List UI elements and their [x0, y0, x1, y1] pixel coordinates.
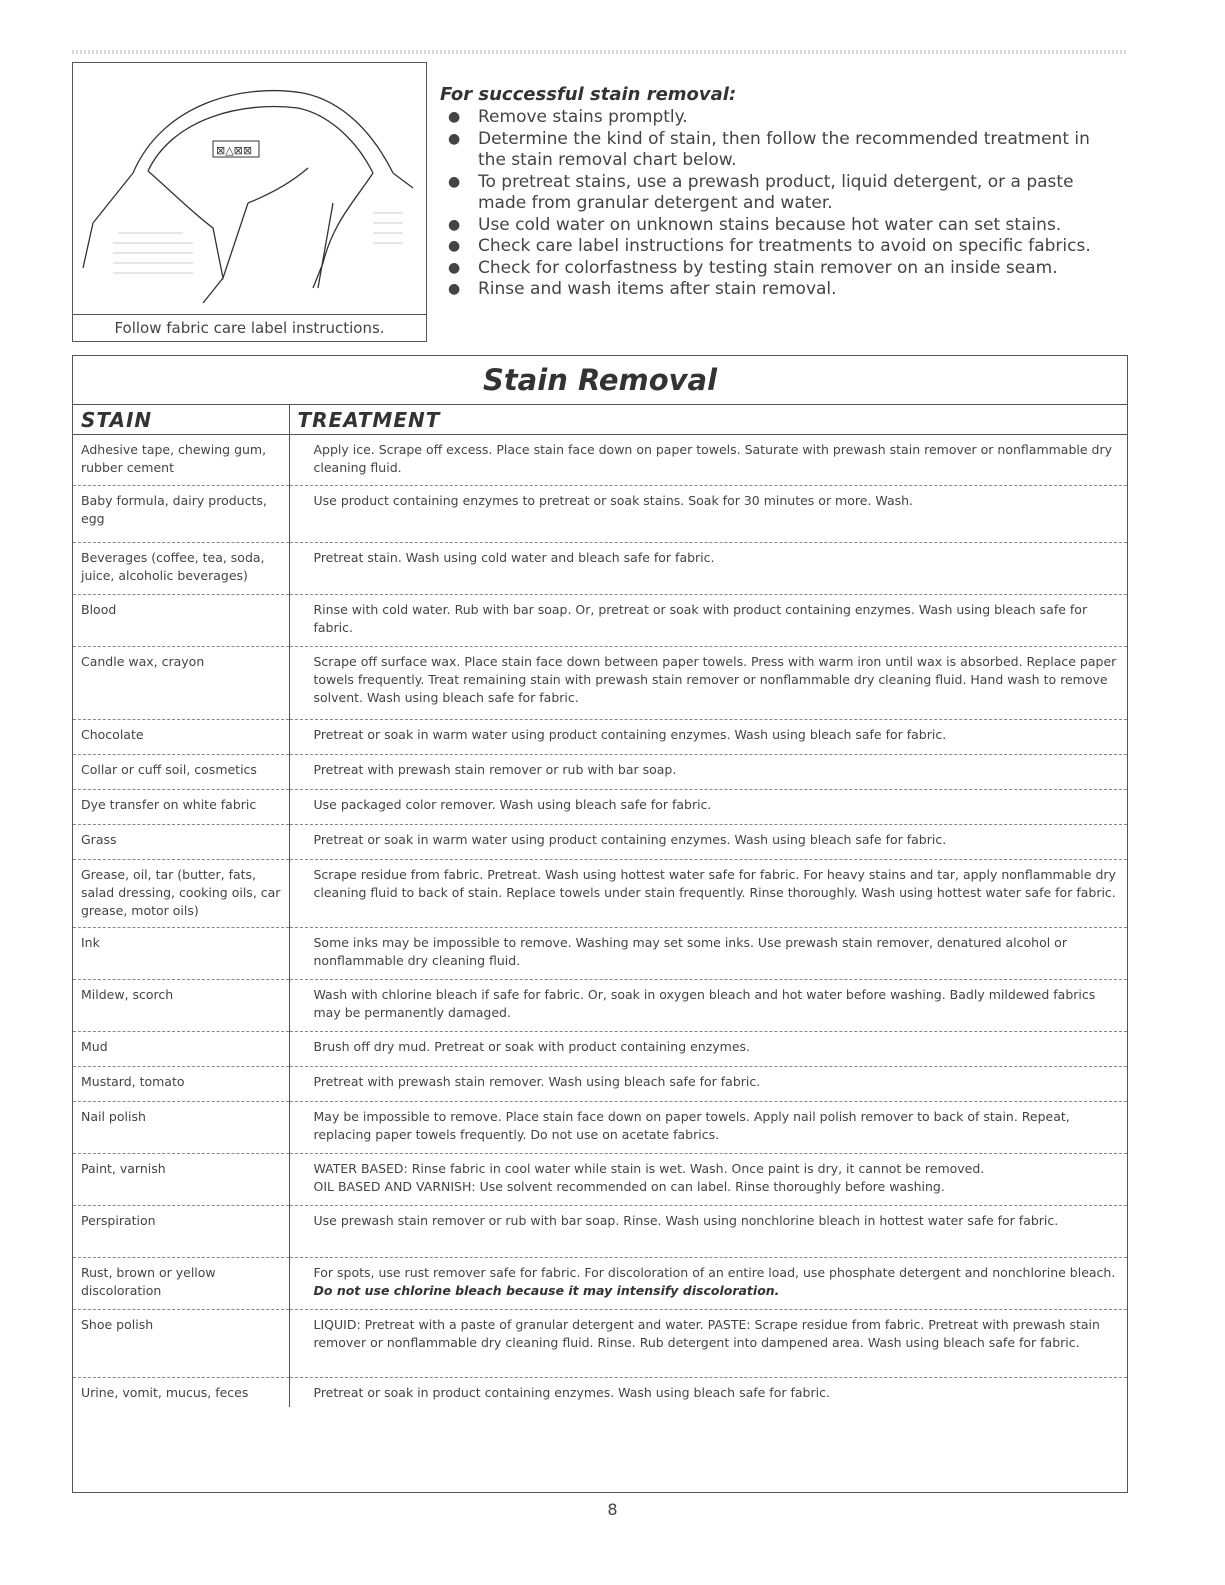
svg-text:⊠△⊠⊠: ⊠△⊠⊠ [216, 144, 253, 157]
tip-text: To pretreat stains, use a prewash product, liquid detergent, or a paste made from granular detergent and water. [478, 171, 1074, 213]
table-row [73, 789, 1127, 824]
stain-cell: Baby formula, dairy products, egg [73, 485, 289, 542]
tip-item [440, 258, 1120, 280]
treatment-text: Pretreat with prewash stain remover. Wash using bleach safe for fabric. [313, 1073, 761, 1089]
treatment-cell [289, 1205, 1127, 1257]
tip-item [440, 129, 1120, 172]
table-row [73, 1031, 1127, 1066]
column-header-stain: STAIN [73, 405, 289, 434]
bullet-icon: ● [448, 238, 461, 254]
treatment-cell [289, 646, 1127, 719]
treatment-cell [289, 824, 1127, 859]
table-row [73, 1066, 1127, 1101]
stain-cell: Mustard, tomato [73, 1066, 289, 1101]
table-row [73, 859, 1127, 927]
treatment-cell [289, 434, 1127, 485]
treatment-text: Pretreat or soak in product containing enzymes. Wash using bleach safe for fabric. [313, 1384, 830, 1400]
treatment-cell [289, 1257, 1127, 1309]
treatment-cell [289, 859, 1127, 927]
treatment-warning: Do not use chlorine bleach because it may intensify discoloration. [313, 1282, 780, 1298]
stain-cell: Nail polish [73, 1101, 289, 1153]
stain-cell: Grass [73, 824, 289, 859]
treatment-text: LIQUID: Pretreat with a paste of granular detergent and water. PASTE: Scrape residue from fabric. Pretreat with prewash stain remover or nonflammable dry cleaning fluid. Rinse. Rub detergent into dampened area. Wash using bleach safe for fabric. [313, 1316, 1100, 1350]
treatment-cell [289, 485, 1127, 542]
tip-item [440, 107, 1120, 129]
bullet-icon: ● [448, 109, 461, 125]
bullet-icon: ● [448, 130, 461, 147]
treatment-cell [289, 542, 1127, 594]
stain-table [73, 405, 1127, 1407]
treatment-cell [289, 754, 1127, 789]
table-row [73, 646, 1127, 719]
treatment-cell [289, 927, 1127, 979]
tip-text: Use cold water on unknown stains because hot water can set stains. [478, 214, 1062, 235]
bullet-icon: ● [448, 259, 461, 276]
stain-cell: Chocolate [73, 719, 289, 754]
top-rule [72, 50, 1127, 54]
treatment-text: Use product containing enzymes to pretreat or soak stains. Soak for 30 minutes or more. Wash. [313, 492, 914, 508]
stain-cell: Dye transfer on white fabric [73, 789, 289, 824]
tip-text: Check for colorfastness by testing stain remover on an inside seam. [478, 257, 1058, 278]
bullet-icon: ● [448, 173, 461, 190]
treatment-text: Some inks may be impossible to remove. Washing may set some inks. Use prewash stain remover, denatured alcohol or nonflammable dry cleaning fluid. [313, 934, 1067, 968]
tips-list [440, 107, 1120, 301]
tip-item [440, 279, 1120, 301]
stain-cell: Collar or cuff soil, cosmetics [73, 754, 289, 789]
tip-item [440, 215, 1120, 237]
treatment-text: Use packaged color remover. Wash using bleach safe for fabric. [313, 796, 712, 812]
stain-cell: Urine, vomit, mucus, feces [73, 1377, 289, 1407]
treatment-text: Pretreat with prewash stain remover or rub with bar soap. [313, 761, 677, 777]
treatment-cell [289, 1101, 1127, 1153]
treatment-text: For spots, use rust remover safe for fabric. For discoloration of an entire load, use phosphate detergent and nonchlorine bleach. [313, 1264, 1116, 1280]
tip-text: Remove stains promptly. [478, 107, 688, 127]
table-row [73, 1309, 1127, 1377]
table-row [73, 1257, 1127, 1309]
treatment-cell [289, 594, 1127, 646]
tip-text: Rinse and wash items after stain removal. [478, 279, 837, 299]
table-row [73, 1205, 1127, 1257]
table-row [73, 434, 1127, 485]
table-row [73, 754, 1127, 789]
treatment-cell [289, 1309, 1127, 1377]
illustration-caption: Follow fabric care label instructions. [73, 314, 426, 341]
treatment-cell [289, 1066, 1127, 1101]
collar-illustration-panel [72, 62, 427, 342]
stain-cell: Mud [73, 1031, 289, 1066]
tip-item [440, 172, 1120, 215]
treatment-text: Pretreat stain. Wash using cold water and bleach safe for fabric. [313, 549, 715, 565]
tip-text: Check care label instructions for treatments to avoid on specific fabrics. [478, 236, 1091, 256]
treatment-cell [289, 719, 1127, 754]
treatment-cell [289, 979, 1127, 1031]
shirt-collar-illustration [73, 63, 426, 315]
stain-cell: Perspiration [73, 1205, 289, 1257]
page-number: 8 [607, 1500, 618, 1519]
treatment-cell [289, 1377, 1127, 1407]
stain-cell: Grease, oil, tar (butter, fats, salad dressing, cooking oils, car grease, motor oils) [73, 859, 289, 927]
treatment-text: Use prewash stain remover or rub with bar soap. Rinse. Wash using nonchlorine bleach in hottest water safe for fabric. [313, 1212, 1059, 1228]
table-row [73, 485, 1127, 542]
table-row [73, 542, 1127, 594]
column-header-treatment: TREATMENT [289, 405, 1127, 434]
treatment-text: WATER BASED: Rinse fabric in cool water while stain is wet. Wash. Once paint is dry, it cannot be removed. [313, 1160, 985, 1176]
treatment-text: Pretreat or soak in warm water using product containing enzymes. Wash using bleach safe for fabric. [313, 831, 947, 847]
treatment-text: Pretreat or soak in warm water using product containing enzymes. Wash using bleach safe for fabric. [313, 726, 947, 742]
treatment-text: May be impossible to remove. Place stain face down on paper towels. Apply nail polish remover to back of stain. Repeat, replacing paper towels frequently. Do not use on acetate fabrics. [313, 1108, 1070, 1142]
table-row [73, 1153, 1127, 1205]
treatment-text-secondary: OIL BASED AND VARNISH: Use solvent recommended on can label. Rinse thoroughly before washing. [313, 1178, 945, 1194]
stain-cell: Beverages (coffee, tea, soda, juice, alcoholic beverages) [73, 542, 289, 594]
table-row [73, 927, 1127, 979]
table-row [73, 824, 1127, 859]
treatment-cell [289, 1031, 1127, 1066]
stain-cell: Shoe polish [73, 1309, 289, 1377]
stain-cell: Paint, varnish [73, 1153, 289, 1205]
treatment-text: Brush off dry mud. Pretreat or soak with product containing enzymes. [313, 1038, 751, 1054]
treatment-text: Rinse with cold water. Rub with bar soap. Or, pretreat or soak with product containing enzymes. Wash using bleach safe for fabric. [313, 601, 1088, 635]
stain-cell: Blood [73, 594, 289, 646]
table-row [73, 1377, 1127, 1407]
treatment-text: Scrape residue from fabric. Pretreat. Wash using hottest water safe for fabric. For heavy stains and tar, apply nonflammable dry cleaning fluid to back of stain. Replace towels under stain frequently. Rinse thoroughly. Wash using hottest water safe for fabric. [313, 866, 1116, 900]
treatment-text: Scrape off surface wax. Place stain face down between paper towels. Press with warm iron until wax is absorbed. Replace paper towels frequently. Treat remaining stain with prewash stain remover or nonflammable dry cleaning fluid. Hand wash to remove solvent. Wash using bleach safe for fabric. [313, 653, 1117, 705]
table-row [73, 594, 1127, 646]
stain-cell: Candle wax, crayon [73, 646, 289, 719]
chart-title: Stain Removal [73, 356, 1127, 405]
treatment-text: Apply ice. Scrape off excess. Place stain face down on paper towels. Saturate with prewash stain remover or nonflammable dry cleaning fluid. [313, 441, 1113, 475]
table-row [73, 719, 1127, 754]
stain-removal-tips [440, 84, 1120, 301]
stain-removal-chart [72, 355, 1128, 1493]
stain-cell: Ink [73, 927, 289, 979]
stain-cell: Mildew, scorch [73, 979, 289, 1031]
treatment-cell [289, 789, 1127, 824]
tips-heading: For successful stain removal: [440, 84, 737, 105]
tip-item [440, 236, 1120, 258]
treatment-text: Wash with chlorine bleach if safe for fabric. Or, soak in oxygen bleach and hot water before washing. Badly mildewed fabrics may be permanently damaged. [313, 986, 1096, 1020]
tip-text: Determine the kind of stain, then follow the recommended treatment in the stain removal chart below. [478, 128, 1090, 170]
treatment-cell [289, 1153, 1127, 1205]
table-row [73, 979, 1127, 1031]
bullet-icon: ● [448, 281, 461, 297]
stain-cell: Adhesive tape, chewing gum, rubber cement [81, 441, 267, 475]
stain-cell: Rust, brown or yellow discoloration [73, 1257, 289, 1309]
table-row [73, 1101, 1127, 1153]
bullet-icon: ● [448, 216, 461, 233]
